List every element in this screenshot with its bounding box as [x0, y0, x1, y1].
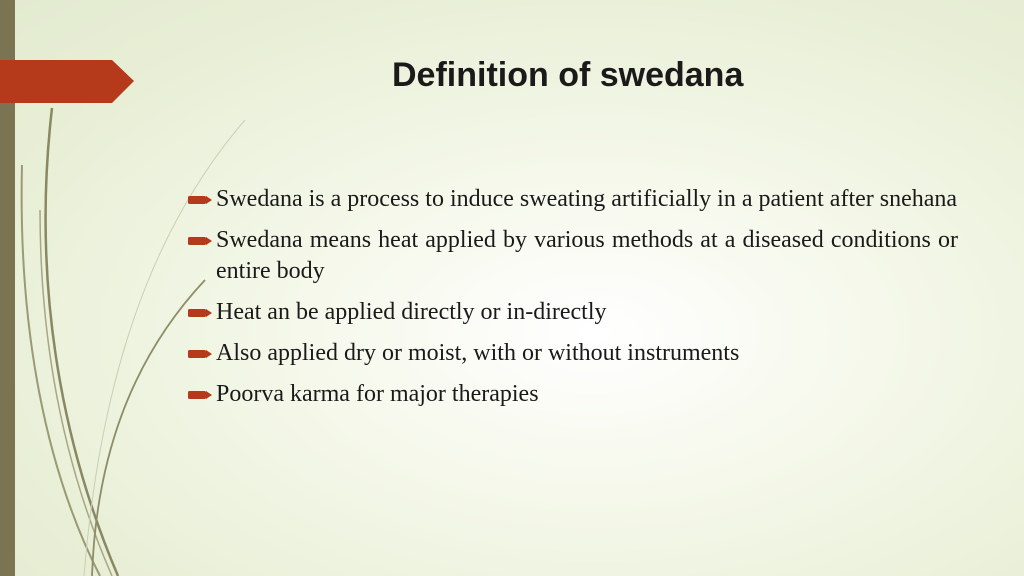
list-item: [188, 379, 958, 410]
pencil-bullet-icon: [188, 389, 212, 401]
bullet-text: Poorva karma for major therapies: [216, 381, 539, 407]
pencil-bullet-icon: [188, 348, 212, 360]
pencil-bullet-icon: [188, 235, 212, 247]
title-accent-tab: [0, 60, 134, 103]
slide-title: Definition of swedana: [392, 56, 744, 94]
bullet-text: Also applied dry or moist, with or without instruments: [216, 340, 740, 366]
pencil-bullet-icon: [188, 307, 212, 319]
bullet-text: Heat an be applied directly or in-directly: [216, 299, 607, 325]
list-item: [188, 297, 958, 328]
list-item: [188, 184, 958, 215]
bullet-list: [188, 184, 958, 420]
bullet-text: Swedana means heat applied by various methods at a diseased conditions or entire body: [216, 227, 958, 284]
bullet-text: Swedana is a process to induce sweating artificially in a patient after snehana: [216, 186, 958, 212]
list-item: [188, 338, 958, 369]
pencil-bullet-icon: [188, 194, 212, 206]
list-item: [188, 225, 958, 287]
